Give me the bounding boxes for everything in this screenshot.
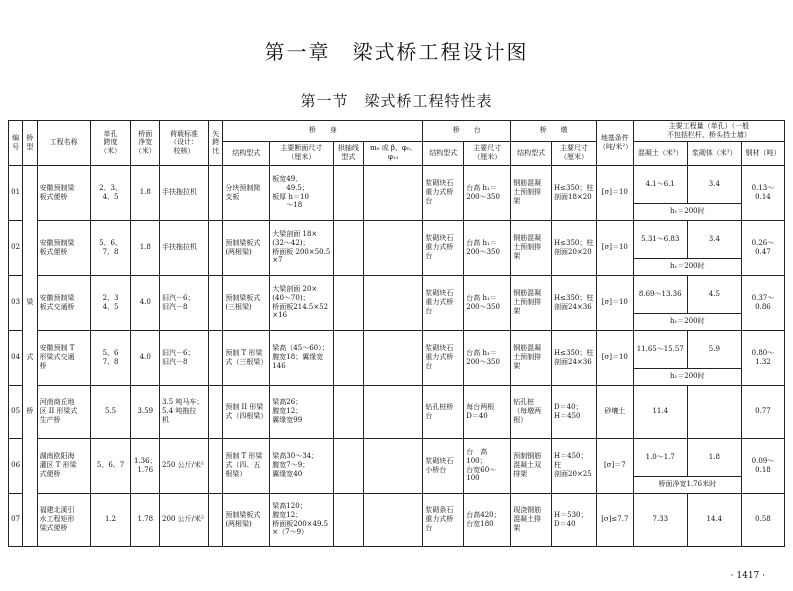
cell-abut-dim: 台高 h₁＝ 200～350 (464, 220, 511, 275)
cell-arch-axis (333, 220, 364, 275)
cell-span: 5.5 (90, 385, 131, 438)
cell-no: 01 (9, 165, 23, 220)
cell-arch-axis (333, 438, 364, 493)
header-abut-group: 桥 台 (423, 121, 511, 142)
header-name: 工程名称 (37, 121, 90, 166)
cell-span: 5、6 7、8 (90, 330, 131, 385)
cell-no: 02 (9, 220, 23, 275)
cell-qty-note: h₁＝200时 (633, 313, 741, 330)
header-coef: m₀ 或 β、φ₀、φ₁₁ (364, 141, 423, 165)
cell-masonry (687, 385, 741, 438)
cell-no: 03 (9, 275, 23, 330)
cell-pier-struct: 预制钢筋 混凝土双 排架 (511, 438, 552, 493)
cell-coef (364, 165, 423, 220)
cell-abut-dim: 台高420； 台宽180 (464, 493, 511, 546)
page-number: · 1417 · (730, 571, 765, 581)
cell-foundation: [σ]≤7.7 (596, 493, 633, 546)
cell-foundation: [σ]＝10 (596, 275, 633, 330)
cell-pier-struct: 钢筋混凝 土预制排 架 (511, 275, 552, 330)
cell-span: 1.2 (90, 493, 131, 546)
cell-span: 5、6、7 (90, 438, 131, 493)
table-row (9, 385, 785, 438)
header-body-dim: 主要断面尺寸 （厘米） (270, 141, 333, 165)
cell-bridge-type: 桥 (23, 385, 37, 438)
cell-name: 河南商丘地 区 II 形梁式 生产桥 (37, 385, 90, 438)
header-arch-axis: 拱轴线 型式 (333, 141, 364, 165)
cell-width: 3.59 (131, 385, 160, 438)
cell-foundation: [σ]＝10 (596, 220, 633, 275)
cell-skew (209, 275, 223, 330)
cell-steel: 0.26～0.47 (741, 220, 784, 275)
cell-body-dim: 大梁剖面 18× (32～42)； 桥面板 200×50.5 ×7 (270, 220, 333, 275)
cell-pier-dim: H≤350；柱 剖面18×20 (552, 165, 597, 220)
cell-steel: 0.77 (741, 385, 784, 438)
cell-masonry: 3.4 (687, 165, 741, 203)
cell-skew (209, 330, 223, 385)
cell-coef (364, 438, 423, 493)
section-title: 第一节 梁式桥工程特性表 (300, 92, 493, 110)
cell-body-struct: 预制梁板式 (两根梁) (223, 493, 270, 546)
cell-abut-dim: 每台两根 D＝40 (464, 385, 511, 438)
cell-pier-struct: 钢筋混凝 土预制排 架 (511, 165, 552, 220)
cell-name: 湖南欧阳海 灌区 T 形梁 式便桥 (37, 438, 90, 493)
cell-body-dim: 梁高30～34； 腹宽7～9； 翼缘宽40 (270, 438, 333, 493)
header-abut-struct: 结构型式 (423, 141, 464, 165)
cell-bridge-type (23, 165, 37, 220)
cell-pier-struct: 钢筋混凝 土预制排 架 (511, 220, 552, 275)
cell-load: 250 公斤/米² (160, 438, 209, 493)
table-row (9, 330, 785, 368)
cell-skew (209, 385, 223, 438)
cell-pier-dim: H＝530； D＝40 (552, 493, 597, 546)
cell-width: 1.8 (131, 165, 160, 220)
cell-steel: 0.58 (741, 493, 784, 546)
cell-width: 1.78 (131, 493, 160, 546)
cell-skew (209, 165, 223, 220)
header-masonry: 浆砌体（米³） (687, 141, 741, 165)
table-body (9, 165, 785, 546)
cell-width: 1.8 (131, 220, 160, 275)
cell-span: 2、3 4、5 (90, 275, 131, 330)
cell-load: 旧汽－6； 旧汽－8 (160, 275, 209, 330)
header-pier-dim: 主要尺寸 （厘米） (552, 141, 597, 165)
cell-name: 福建北溪引 水工程矩形 梁式便桥 (37, 493, 90, 546)
cell-load: 200 公斤/米² (160, 493, 209, 546)
cell-pier-struct: 钢筋混凝 土预制排 架 (511, 330, 552, 385)
cell-abut-dim: 台 高 100； 台宽60～100 (464, 438, 511, 493)
cell-masonry: 1.8 (687, 438, 741, 476)
cell-concrete: 11.4 (633, 385, 687, 438)
cell-abut-struct: 钻孔桩桥 台 (423, 385, 464, 438)
cell-width: 4.0 (131, 275, 160, 330)
bridge-characteristics-table (8, 120, 785, 547)
table-row (9, 165, 785, 203)
cell-skew (209, 493, 223, 546)
cell-abut-struct: 浆砌条石 重力式桥 台 (423, 493, 464, 546)
cell-skew (209, 438, 223, 493)
cell-concrete: 5.31～6.83 (633, 220, 687, 258)
header-span: 单孔 跨度 （米） (90, 121, 131, 166)
cell-qty-note: 桥面净宽1.76米时 (633, 476, 741, 493)
cell-coef (364, 220, 423, 275)
cell-pier-dim: H≤350；柱 剖面20×20 (552, 220, 597, 275)
table-row (9, 220, 785, 258)
cell-masonry: 4.5 (687, 275, 741, 313)
cell-concrete: 1.0～1.7 (633, 438, 687, 476)
cell-steel: 0.80～1.32 (741, 330, 784, 385)
cell-load: 旧汽－6； 旧汽－8 (160, 330, 209, 385)
cell-arch-axis (333, 165, 364, 220)
cell-abut-struct: 浆砌块石 重力式桥 台 (423, 330, 464, 385)
cell-load: 手扶拖拉机 (160, 165, 209, 220)
cell-no: 06 (9, 438, 23, 493)
cell-masonry: 5.9 (687, 330, 741, 368)
header-width: 桥面 净宽 （米） (131, 121, 160, 166)
header-body-group: 桥 身 (223, 121, 423, 142)
cell-coef (364, 275, 423, 330)
header-no: 编号 (9, 121, 23, 166)
cell-pier-dim: H＝450；柱 剖面20×25 (552, 438, 597, 493)
cell-bridge-type (23, 493, 37, 546)
cell-name: 安徽预制梁 板式便桥 (37, 220, 90, 275)
cell-pier-dim: D＝40； H＝450 (552, 385, 597, 438)
cell-load: 3.5 吨马车； 5.4 吨拖拉 机 (160, 385, 209, 438)
cell-concrete: 8.69～13.36 (633, 275, 687, 313)
cell-no: 05 (9, 385, 23, 438)
cell-name: 安徽预制梁 板式交通桥 (37, 275, 90, 330)
cell-arch-axis (333, 493, 364, 546)
cell-body-struct: 分块预制简 支板 (223, 165, 270, 220)
cell-width: 4.0 (131, 330, 160, 385)
cell-steel: 0.09～0.18 (741, 438, 784, 493)
cell-body-struct: 预制梁板式 (三根梁) (223, 275, 270, 330)
header-pier-struct: 结构型式 (511, 141, 552, 165)
cell-foundation: [σ]＝10 (596, 330, 633, 385)
header-qty-group: 主要工程量（单孔）（一般 不包括栏杆、桥头挡土墙） (633, 121, 784, 142)
cell-arch-axis (333, 275, 364, 330)
cell-steel: 0.37～0.86 (741, 275, 784, 330)
chapter-title: 第一章 梁式桥工程设计图 (264, 40, 529, 64)
cell-concrete: 7.33 (633, 493, 687, 546)
cell-coef (364, 493, 423, 546)
cell-name: 安徽预制梁 板式便桥 (37, 165, 90, 220)
cell-coef (364, 330, 423, 385)
cell-no: 04 (9, 330, 23, 385)
cell-bridge-type (23, 438, 37, 493)
cell-body-struct: 预制 T 形梁 式（四、五 根梁） (223, 438, 270, 493)
header-load: 荷载标准 （设计： 校核） (160, 121, 209, 166)
header-type: 桥型 (23, 121, 37, 166)
cell-masonry: 14.4 (687, 493, 741, 546)
cell-body-dim: 梁高（45～60）； 腹宽18；翼缘宽 146 (270, 330, 333, 385)
cell-abut-struct: 浆砌块石 重力式桥 台 (423, 220, 464, 275)
cell-body-dim: 梁高26； 腹宽12； 翼缘宽99 (270, 385, 333, 438)
cell-concrete: 11.65～15.57 (633, 330, 687, 368)
cell-abut-struct: 浆砌块石 重力式桥 台 (423, 275, 464, 330)
header-abut-dim: 主要尺寸 （厘米） (464, 141, 511, 165)
header-concrete: 混凝土（米³） (633, 141, 687, 165)
cell-body-struct: 预制梁板式 (两根梁) (223, 220, 270, 275)
header-body-struct: 结构型式 (223, 141, 270, 165)
cell-no: 07 (9, 493, 23, 546)
cell-bridge-type (23, 220, 37, 275)
cell-name: 安徽预制 T 形梁式交通 桥 (37, 330, 90, 385)
cell-load: 手扶拖拉机 (160, 220, 209, 275)
cell-pier-dim: H≤350；柱 剖面24×36 (552, 275, 597, 330)
cell-qty-note: h₁＝200时 (633, 258, 741, 275)
cell-arch-axis (333, 330, 364, 385)
cell-body-struct: 预制 T 形梁 式（三根梁） (223, 330, 270, 385)
cell-skew (209, 220, 223, 275)
header-steel: 钢材（吨） (741, 141, 784, 165)
cell-abut-struct: 浆砌块石 小桥台 (423, 438, 464, 493)
cell-masonry: 3.4 (687, 220, 741, 258)
cell-bridge-type: 式 (23, 330, 37, 385)
cell-foundation: 砂壤土 (596, 385, 633, 438)
cell-qty-note: h₁＝200时 (633, 368, 741, 385)
cell-pier-struct: 钻孔桩 （每墩两 根） (511, 385, 552, 438)
cell-pier-dim: H≤350；柱 剖面24×36 (552, 330, 597, 385)
cell-foundation: [σ]＝7 (596, 438, 633, 493)
header-pier-group: 桥 墩 (511, 121, 597, 142)
cell-body-dim: 大梁剖面 20× (40～70)； 桥面板214.5×52 ×16 (270, 275, 333, 330)
cell-coef (364, 385, 423, 438)
table-row (9, 493, 785, 546)
cell-body-dim: 板宽49、 49.5； 板厚 h＝10 ～18 (270, 165, 333, 220)
cell-pier-struct: 现浇钢筋 混凝土排 架 (511, 493, 552, 546)
cell-foundation: [σ]＝10 (596, 165, 633, 220)
cell-arch-axis (333, 385, 364, 438)
table-row (9, 438, 785, 476)
cell-span: 5、6、 7、8 (90, 220, 131, 275)
cell-abut-dim: 台高 h₁＝ 200～350 (464, 275, 511, 330)
cell-abut-dim: 台高 h₁＝ 200～350 (464, 165, 511, 220)
cell-width: 1.36； 1.76 (131, 438, 160, 493)
cell-concrete: 4.1～6.1 (633, 165, 687, 203)
cell-span: 2、3、 4、5 (90, 165, 131, 220)
header-skew: 矢 跨 比 (209, 121, 223, 166)
cell-body-struct: 预制 II 形梁 式（四根梁） (223, 385, 270, 438)
cell-abut-struct: 浆砌块石 重力式桥 台 (423, 165, 464, 220)
cell-abut-dim: 台高 h₁＝ 200～350 (464, 330, 511, 385)
cell-bridge-type: 梁 (23, 275, 37, 330)
cell-body-dim: 梁高120； 腹宽12； 桥面板200×49.5 ×（7～9） (270, 493, 333, 546)
cell-qty-note: h₁＝200时 (633, 203, 741, 220)
header-foundation: 地基条件 （吨/米²） (596, 121, 633, 166)
cell-steel: 0.13～0.14 (741, 165, 784, 220)
table-row (9, 275, 785, 313)
